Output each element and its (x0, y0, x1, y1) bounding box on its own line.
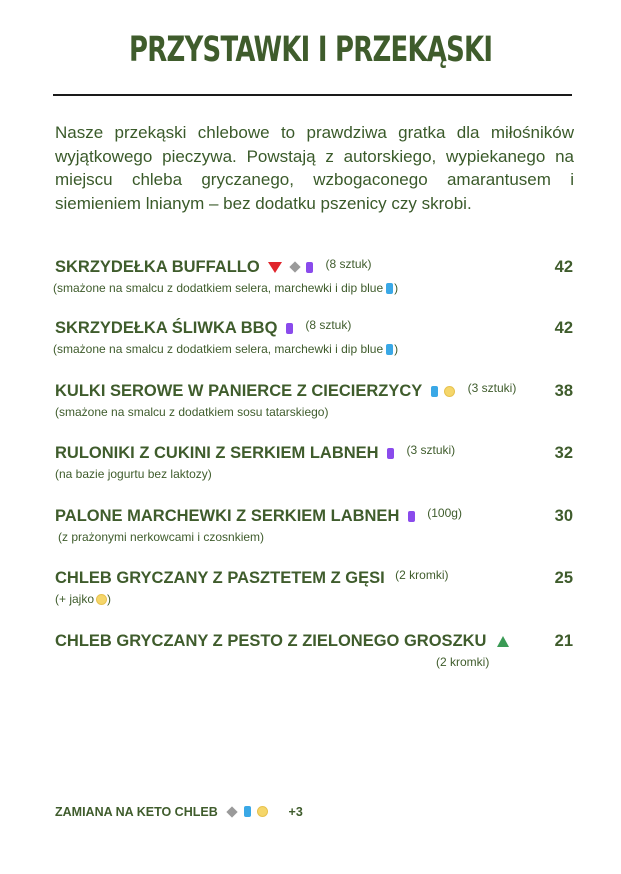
menu-item-price: 38 (554, 382, 573, 400)
menu-item-price: 21 (554, 632, 573, 650)
menu-item (55, 444, 575, 481)
egg-icon (444, 386, 455, 397)
purple-tag-icon (306, 262, 313, 273)
menu-item-note: (smażone na smalcu z dodatkiem sosu tatarskiego) (55, 405, 329, 419)
menu-item-name: SKRZYDEŁKA ŚLIWKA BBQ (55, 319, 278, 337)
purple-tag-icon (387, 448, 394, 459)
keto-bread-price: +3 (288, 805, 303, 819)
menu-item-note: (smażone na smalcu z dodatkiem selera, marchewki i dip blue (53, 281, 384, 295)
menu-item-note: (z prażonymi nerkowcami i czosnkiem) (58, 530, 265, 544)
menu-item (55, 632, 575, 669)
menu-item-price: 42 (554, 319, 573, 337)
menu-item (55, 258, 575, 295)
menu-item-quantity: (100g) (427, 506, 462, 520)
menu-item-name: CHLEB GRYCZANY Z PASZTETEM Z GĘSI (55, 569, 385, 587)
menu-item-price: 25 (554, 569, 573, 587)
blue-tag-icon (386, 344, 393, 355)
purple-tag-icon (286, 323, 293, 334)
menu-item-name: SKRZYDEŁKA BUFFALLO (55, 258, 260, 276)
menu-item-note: (2 kromki) (436, 655, 490, 669)
grey-diamond-icon (227, 806, 238, 817)
page-title: PRZYSTAWKI I PRZEKĄSKI (129, 30, 493, 70)
menu-item-price: 32 (554, 444, 573, 462)
menu-item-quantity: (3 sztuki) (467, 381, 517, 395)
menu-item-note-end: ) (394, 342, 399, 356)
blue-tag-icon (244, 806, 251, 817)
menu-item-price: 42 (554, 258, 573, 276)
title-divider (53, 94, 572, 96)
purple-tag-icon (408, 511, 415, 522)
menu-item-note-end: ) (394, 281, 399, 295)
red-triangle-icon (268, 262, 282, 273)
menu-item-quantity: (8 sztuk) (325, 257, 372, 271)
menu-item-note-end: ) (107, 592, 112, 606)
grey-diamond-icon (289, 262, 300, 273)
blue-tag-icon (386, 283, 393, 294)
egg-icon (257, 806, 268, 817)
intro-text: Nasze przekąski chlebowe to prawdziwa gratka dla miłośników wyjątkowego pieczywa. Powstają z autorskiego, wypiekanego na miejscu chleba gryczanego, wzbogaconego amarantusem i siemieniem lnianym – bez dodatku pszenicy czy skrobi. (55, 123, 574, 213)
green-triangle-icon (497, 636, 509, 647)
menu-item-name: KULKI SEROWE W PANIERCE Z CIECIERZYCY (55, 382, 423, 400)
menu-item-note: (na bazie jogurtu bez laktozy) (55, 467, 212, 481)
menu-item (55, 319, 575, 356)
menu-item (55, 382, 575, 419)
menu-item-name: PALONE MARCHEWKI Z SERKIEM LABNEH (55, 507, 400, 525)
menu-item (55, 507, 575, 544)
keto-bread-option (55, 803, 303, 821)
egg-icon (96, 594, 107, 605)
menu-item-note: (smażone na smalcu z dodatkiem selera, marchewki i dip blue (53, 342, 384, 356)
menu-item-quantity: (2 kromki) (395, 568, 449, 582)
menu-item-quantity: (8 sztuk) (305, 318, 352, 332)
blue-tag-icon (431, 386, 438, 397)
menu-item-price: 30 (554, 507, 573, 525)
keto-bread-label: ZAMIANA NA KETO CHLEB (55, 805, 218, 819)
menu-item-note: (+ jajko (55, 592, 95, 606)
menu-item-name: CHLEB GRYCZANY Z PESTO Z ZIELONEGO GROSZKU (55, 632, 487, 650)
menu-item (55, 569, 575, 606)
menu-item-quantity: (3 sztuki) (406, 443, 456, 457)
menu-item-name: RULONIKI Z CUKINI Z SERKIEM LABNEH (55, 444, 379, 462)
